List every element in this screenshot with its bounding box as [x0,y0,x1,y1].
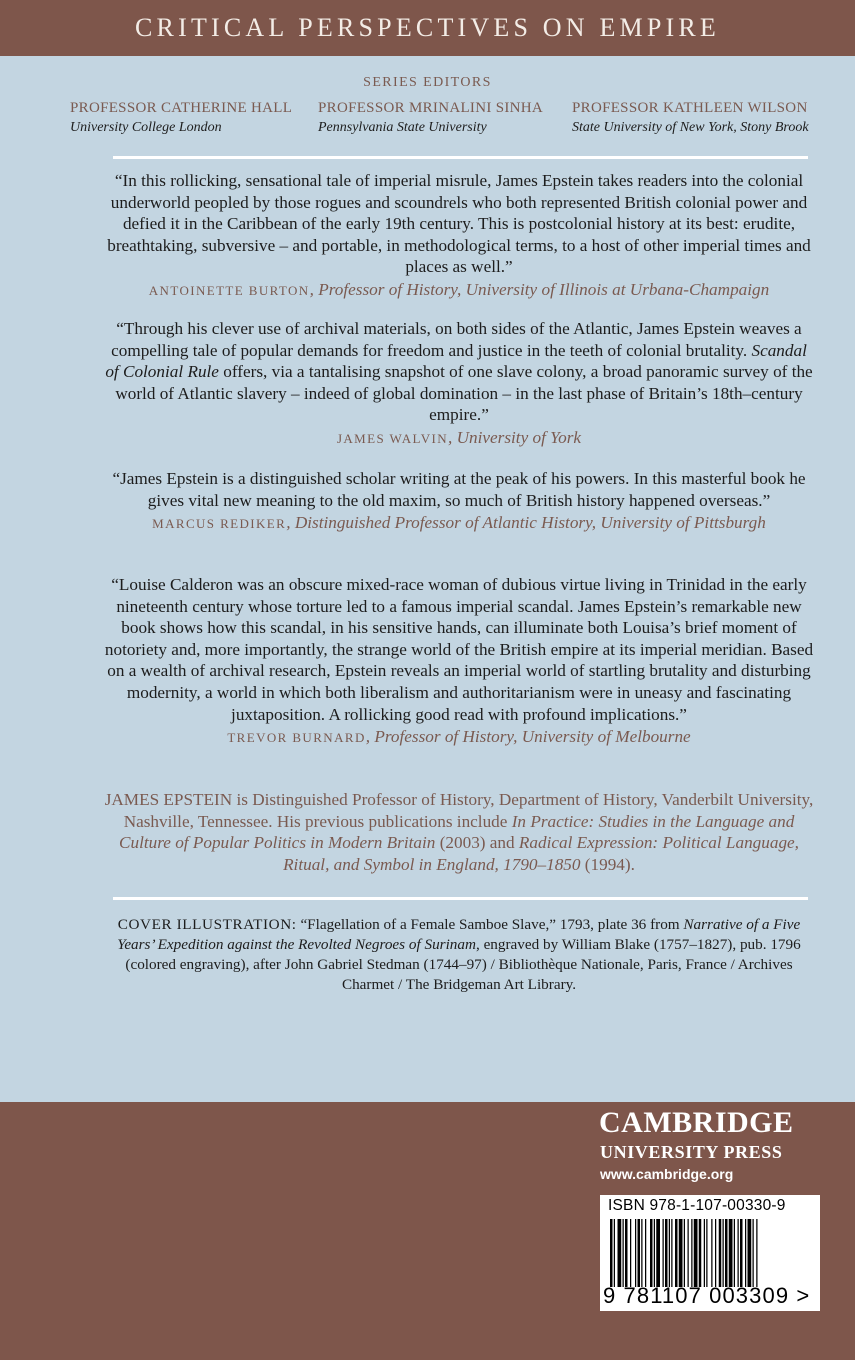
endorser-affiliation: University of York [456,427,582,447]
endorsement-attribution: JAMES WALVIN, University of York [336,427,582,447]
barcode-bar [699,1219,702,1287]
barcode-bar [618,1219,622,1287]
barcode-bar [719,1219,722,1287]
barcode-bar [679,1219,683,1287]
series-editor [572,98,809,138]
series-editors-heading: SERIES EDITORS [363,75,492,90]
barcode-bar [641,1219,642,1287]
barcode-digits: 9 781107 003309 > [603,1283,811,1308]
divider-bottom [113,897,808,900]
barcode-bar [725,1219,728,1287]
barcode-bar [650,1219,653,1287]
barcode-bar [669,1219,670,1287]
endorser-name: TREVOR BURNARD [227,730,366,746]
divider-top [113,156,808,159]
barcode-bar [635,1219,636,1287]
endorsement-attribution: MARCUS REDIKER, Distinguished Professor of Atlantic History, University of Pittsburgh [152,513,766,533]
endorsement-text: “James Epstein is a distinguished scholar writing at the peak of his powers. In this masterful book he gives vital new meaning to the old maxim, so much of British history happened overseas.” [112,469,806,510]
endorser-affiliation: Distinguished Professor of Atlantic History, University of Pittsburgh [294,513,766,533]
endorsement-text: “Louise Calderon was an obscure mixed-race woman of dubious virtue living in Trinidad in the early nineteenth century whose torture led to a famous imperial scandal. James Epstein’s remarkable new book shows how this scandal, in his sensitive hands, can illuminate both Louisa’s brief moment of notoriety and, more importantly, the strange world of the British empire at its imperial meridian. Based on a wealth of archival research, Epstein reveals an imperial world of startling brutality and disturbing modernity, a world in which both liberalism and authoritarianism were in uneasy and fascinating juxtaposition. A rollicking good read with profound implications.” [104,575,814,724]
series-editor [70,98,292,138]
publisher-logo: CAMBRIDGE [599,1106,794,1139]
endorsement [104,170,814,302]
endorser-affiliation: Professor of History, University of Illinois at Urbana-Champaign [318,279,770,299]
barcode-bar [715,1219,716,1287]
barcode-bar [740,1219,743,1287]
endorsement-attribution: ANTOINETTE BURTON, Professor of History, University of Illinois at Urbana-Champaign [148,279,770,299]
editor-name: PROFESSOR CATHERINE HALL [70,100,293,116]
barcode-bar [738,1219,739,1287]
barcode-bar [694,1219,698,1287]
book-title: Narrative of a Five Years’ Expedition against the Revolted Negroes of Surinam [117,916,801,953]
editor-name: PROFESSOR KATHLEEN WILSON [572,100,808,116]
endorsement [104,318,814,450]
endorser-name: MARCUS REDIKER [152,516,287,532]
editor-name: PROFESSOR MRINALINI SINHA [318,100,544,116]
barcode-bar [729,1219,733,1287]
barcode-bar [706,1219,707,1287]
barcode-bar [704,1219,705,1287]
barcode-bar [610,1219,613,1287]
endorsement-text: “In this rollicking, sensational tale of imperial misrule, James Epstein takes readers into the colonial underworld peopled by those rogues and scoundrels who both represented British colonial power and defied it in the Caribbean of the early 19th century. This is postcolonial history at its best: erudite, breathtaking, subversive – and portable, in methodological terms, to a host of other imperial times and places as well.” [107,171,811,277]
endorsement-text: “Through his clever use of archival materials, on both sides of the Atlantic, James Epstein weaves a compelling tale of popular demands for freedom and justice in the teeth of colonial brutality. Scandal of Colonial Rule offers, via a tantalising snapshot of one slave colony, a broad panoramic survey of the world of Atlantic slavery – indeed of global domination – in the last phase of Britain’s 18th–century empire.” [105,319,813,425]
book-title: Scandal of Colonial Rule [105,340,807,382]
barcode-bar [688,1219,689,1287]
endorser-name: ANTOINETTE BURTON [148,282,310,298]
barcode-bar [756,1219,757,1287]
endorsement-attribution: TREVOR BURNARD, Professor of History, University of Melbourne [227,727,691,747]
barcode-graphic [610,1219,806,1287]
publisher-subname: UNIVERSITY PRESS [600,1142,783,1162]
barcode-bar [654,1219,655,1287]
barcode-bar [663,1219,664,1287]
barcode-bar [723,1219,724,1287]
barcode-bar [684,1219,685,1287]
cover-illustration-credit: COVER ILLUSTRATION: “Flagellation of a Female Samboe Slave,” 1793, plate 36 from Narrative of a Five Years’ Expedition against the Revolted Negroes of Surinam, engraved by William Blake (1757–1827), pub. 1796 (colored engraving), after John Gabriel Stedman (1744–97) / Bibliothèque Nationale, Paris, France / Archives Charmet / The Bridgeman Art Library. [117,916,801,993]
series-editor [318,98,543,138]
barcode-bar [745,1219,746,1287]
endorsement [104,468,814,535]
barcode-bar [625,1219,628,1287]
barcode-bar [753,1219,754,1287]
barcode-bar [675,1219,678,1287]
editor-institution: Pennsylvania State University [318,120,487,135]
barcode-bar [623,1219,624,1287]
isbn-barcode-box [600,1195,820,1311]
barcode-bar [711,1219,712,1287]
barcode-bar [671,1219,672,1287]
barcode-bar [748,1219,752,1287]
series-title: CRITICAL PERSPECTIVES ON EMPIRE [135,13,720,42]
barcode-bar [691,1219,692,1287]
barcode-bar [630,1219,631,1287]
series-banner [0,0,855,56]
barcode-bar [665,1219,668,1287]
editor-institution: University College London [70,120,222,135]
isbn-label: ISBN 978-1-107-00330-9 [608,1197,786,1214]
barcode-bar [734,1219,735,1287]
credit-label: COVER ILLUSTRATION: [117,916,297,933]
editor-institution: State University of New York, Stony Brook [572,120,809,135]
author-bio: JAMES EPSTEIN is Distinguished Professor of History, Department of History, Vanderbilt University, Nashville, Tennessee. His previous publications include In Practice: Studies in the Language and Culture of Popular Politics in Modern Britain (2003) and Radical Expression: Political Language, Ritual, and Symbol in England, 1790–1850 (1994). [104,790,814,874]
endorser-affiliation: Professor of History, University of Melbourne [374,727,691,747]
endorsement [104,574,814,749]
book-title: Radical Expression: Political Language, Ritual, and Symbol in England, 1790–1850 [283,833,799,874]
barcode-bar [656,1219,660,1287]
endorser-name: JAMES WALVIN [336,430,449,446]
publisher-url: www.cambridge.org [600,1166,734,1182]
barcode-bar [614,1219,615,1287]
barcode-bar [645,1219,646,1287]
barcode-bar [638,1219,641,1287]
book-title: In Practice: Studies in the Language and Culture of Popular Politics in Modern Britain [119,811,795,853]
